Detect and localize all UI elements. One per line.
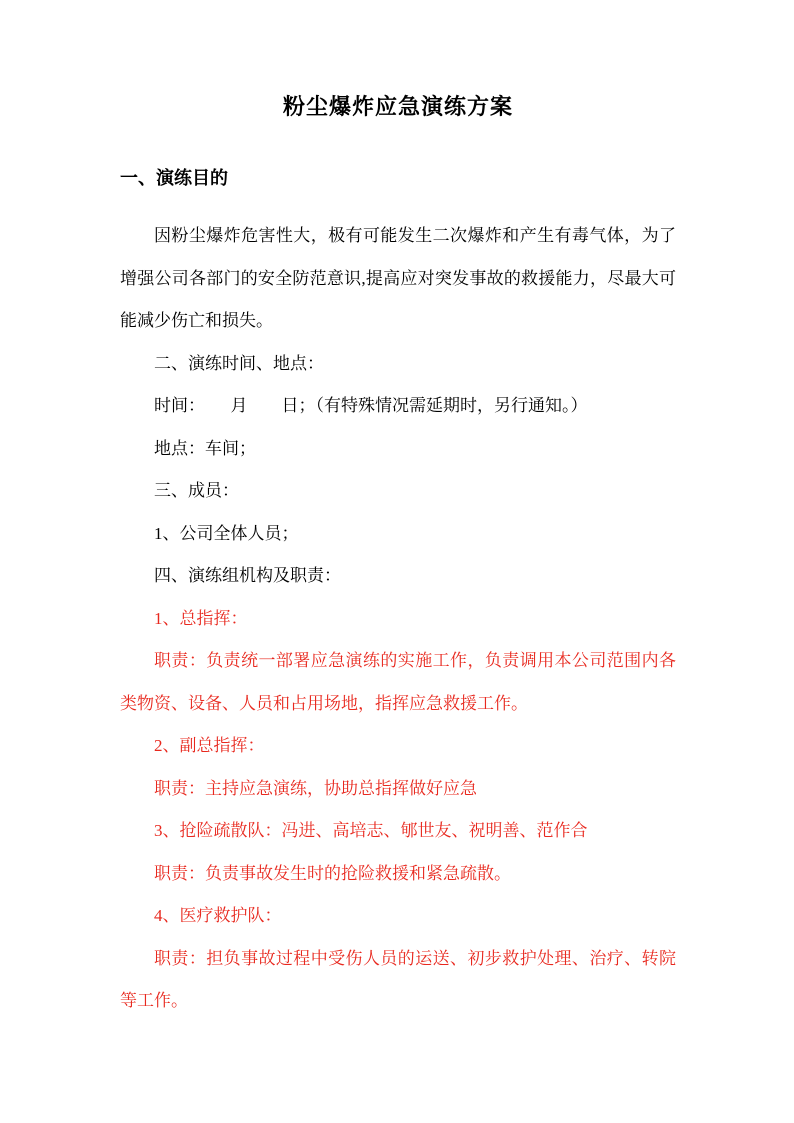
- line-section-members: 三、成员：: [154, 481, 239, 500]
- line-deputy-commander-duty: 职责：主持应急演练，协助总指挥做好应急: [154, 778, 477, 798]
- section-heading-purpose: 一、演练目的: [120, 168, 228, 188]
- line-rescue-evacuation-team-duty: 职责：负责事故发生时的抢险救援和紧急疏散。: [154, 863, 511, 883]
- line-time: 时间： 月 日；（有特殊情况需延期时，另行通知。）: [154, 396, 588, 415]
- document-title: 粉尘爆炸应急演练方案: [282, 94, 513, 119]
- line-deputy-commander: 2、副总指挥：: [154, 736, 265, 755]
- paragraph-purpose: 因粉尘爆炸危害性大，极有可能发生二次爆炸和产生有毒气体，为了增强公司各部门的安全防范意识,提高应对突发事故的救援能力，尽最大可能减少伤亡和损失。: [120, 226, 676, 330]
- line-rescue-evacuation-team: 3、抢险疏散队：冯进、高培志、郇世友、祝明善、范作合: [154, 821, 588, 840]
- line-medical-rescue-team: 4、医疗救护队：: [154, 906, 282, 925]
- line-chief-commander: 1、总指挥：: [154, 608, 248, 628]
- line-section-time-place: 二、演练时间、地点：: [154, 353, 324, 373]
- line-place: 地点：车间；: [154, 438, 256, 458]
- paragraph-chief-commander-duty: 职责：负责统一部署应急演练的实施工作，负责调用本公司范围内各类物资、设备、人员和占用场地，指挥应急救援工作。: [120, 651, 676, 713]
- line-members-all-staff: 1、公司全体人员；: [154, 523, 299, 543]
- line-section-organization-duties: 四、演练组机构及职责：: [154, 566, 341, 585]
- paragraph-medical-rescue-team-duty: 职责：担负事故过程中受伤人员的运送、初步救护处理、治疗、转院等工作。: [120, 948, 676, 1010]
